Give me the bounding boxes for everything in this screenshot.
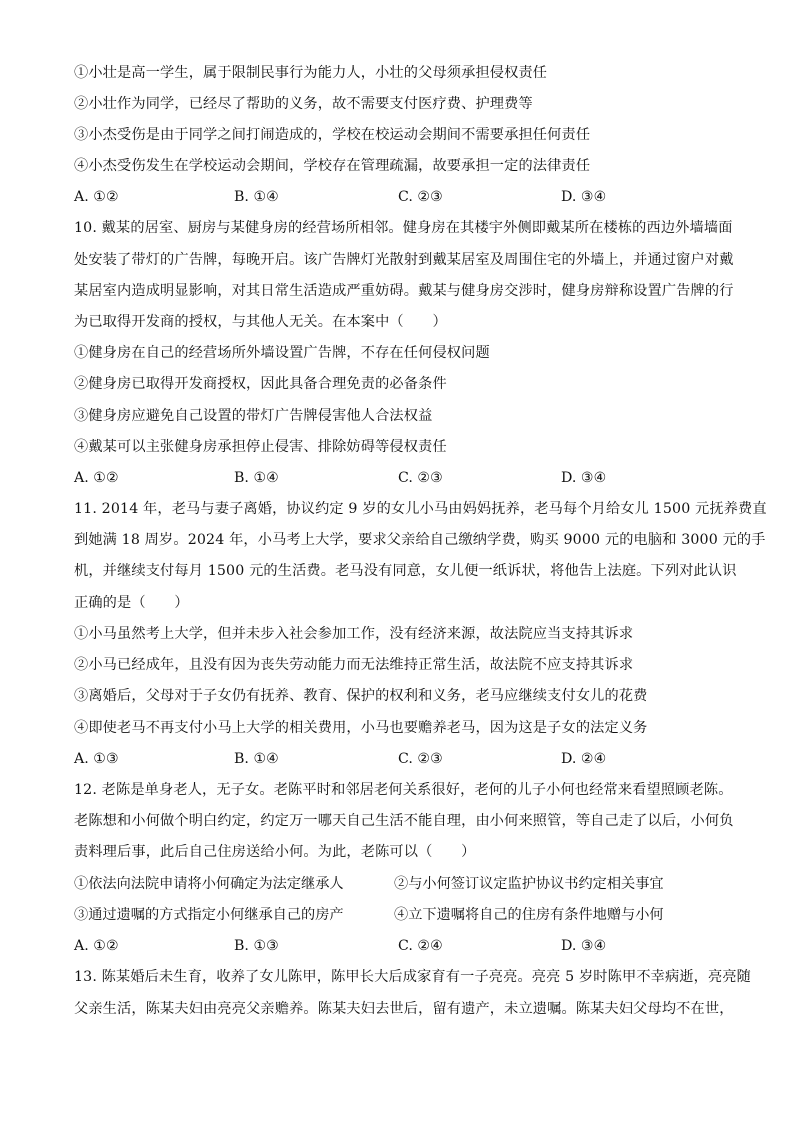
q11-statement-2: ②小马已经成年，且没有因为丧失劳动能力而无法维持正常生活，故法院不应支持其诉求 xyxy=(74,657,634,673)
q11-option-b: B. ①④ xyxy=(234,751,279,767)
q10-stem-line-2: 处安装了带灯的广告牌，每晚开启。该广告牌灯光散射到戴某居室及周围住宅的外墙上，并通过窗户对戴 xyxy=(74,252,734,268)
q12-statement-3: ③通过遗嘱的方式指定小何继承自己的房产 xyxy=(74,907,344,923)
q12-stem-line-3: 责料理后事，此后自己住房送给小何。为此，老陈可以（ ） xyxy=(74,844,476,860)
q12-statement-1: ①依法向法院申请将小何确定为法定继承人 xyxy=(74,876,344,892)
q11-option-d: D. ②④ xyxy=(561,751,607,767)
q12-option-d: D. ③④ xyxy=(561,938,607,954)
q10-stem-line-1: 10. 戴某的居室、厨房与某健身房的经营场所相邻。健身房在其楼宇外侧即戴某所在楼栋的西边外墙墙面 xyxy=(74,220,733,236)
q10-option-d: D. ③④ xyxy=(561,470,607,486)
q12-option-b: B. ①③ xyxy=(234,938,279,954)
q13-stem-line-1: 13. 陈某婚后未生育，收养了女儿陈甲，陈甲长大后成家育有一子亮亮。亮亮 5 岁时陈甲不幸病逝，亮亮随 xyxy=(74,969,752,985)
q9-statement-3: ③小杰受伤是由于同学之间打闹造成的，学校在校运动会期间不需要承担任何责任 xyxy=(74,127,591,143)
q11-statement-3: ③离婚后，父母对于子女仍有抚养、教育、保护的权利和义务，老马应继续支付女儿的花费 xyxy=(74,688,648,704)
q12-stem-line-1: 12. 老陈是单身老人，无子女。老陈平时和邻居老何关系很好，老何的儿子小何也经常来看望照顾老陈。 xyxy=(74,782,733,798)
q12-stem-line-2: 老陈想和小何做个明白约定，约定万一哪天自己生活不能自理，由小何来照管，等自己走了以后，小何负 xyxy=(74,813,734,829)
q11-option-c: C. ②③ xyxy=(398,751,443,767)
q11-stem-line-1: 11. 2014 年，老马与妻子离婚，协议约定 9 岁的女儿小马由妈妈抚养，老马每个月给女儿 1500 元抚养费直 xyxy=(74,501,767,517)
q9-statement-2: ②小壮作为同学，已经尽了帮助的义务，故不需要支付医疗费、护理费等 xyxy=(74,96,533,112)
q9-option-c: C. ②③ xyxy=(398,189,443,205)
q10-statement-1: ①健身房在自己的经营场所外墙设置广告牌，不存在任何侵权问题 xyxy=(74,345,490,361)
q9-option-d: D. ③④ xyxy=(561,189,607,205)
q13-stem-line-2: 父亲生活，陈某夫妇由亮亮父亲赡养。陈某夫妇去世后，留有遗产，未立遗嘱。陈某夫妇父母均不在世， xyxy=(74,1001,734,1017)
q9-statement-4: ④小杰受伤发生在学校运动会期间，学校存在管理疏漏，故要承担一定的法律责任 xyxy=(74,158,591,174)
q11-stem-line-4: 正确的是（ ） xyxy=(74,595,189,611)
q11-stem-line-3: 机，并继续支付每月 1500 元的生活费。老马没有同意，女儿便一纸诉状，将他告上法庭。下列对此认识 xyxy=(74,563,737,579)
q11-statement-1: ①小马虽然考上大学，但并未步入社会参加工作，没有经济来源，故法院应当支持其诉求 xyxy=(74,626,634,642)
q11-option-a: A. ①③ xyxy=(74,751,119,767)
q9-option-a: A. ①② xyxy=(74,189,119,205)
q10-statement-3: ③健身房应避免自己设置的带灯广告牌侵害他人合法权益 xyxy=(74,408,433,424)
q12-statement-2: ②与小何签订议定监护协议书约定相关事宜 xyxy=(394,876,664,892)
q10-option-a: A. ①② xyxy=(74,470,119,486)
q11-stem-line-2: 到她满 18 周岁。2024 年，小马考上大学，要求父亲给自己缴纳学费，购买 9000 元的电脑和 3000 元的手 xyxy=(74,532,766,548)
q10-stem-line-3: 某居室内造成明显影响，对其日常生活造成严重妨碍。戴某与健身房交涉时，健身房辩称设置广告牌的行 xyxy=(74,283,734,299)
q9-statement-1: ①小壮是高一学生，属于限制民事行为能力人，小壮的父母须承担侵权责任 xyxy=(74,65,548,81)
q10-statement-4: ④戴某可以主张健身房承担停止侵害、排除妨碍等侵权责任 xyxy=(74,439,447,455)
q12-option-c: C. ②④ xyxy=(398,938,443,954)
q12-option-a: A. ①② xyxy=(74,938,119,954)
q10-statement-2: ②健身房已取得开发商授权，因此具备合理免责的必备条件 xyxy=(74,376,447,392)
q12-statement-4: ④立下遗嘱将自己的住房有条件地赠与小何 xyxy=(394,907,664,923)
q9-option-b: B. ①④ xyxy=(234,189,279,205)
q10-stem-line-4: 为已取得开发商的授权，与其他人无关。在本案中（ ） xyxy=(74,314,447,330)
q10-option-b: B. ①④ xyxy=(234,470,279,486)
q11-statement-4: ④即使老马不再支付小马上大学的相关费用，小马也要赡养老马，因为这是子女的法定义务 xyxy=(74,720,648,736)
q10-option-c: C. ②③ xyxy=(398,470,443,486)
